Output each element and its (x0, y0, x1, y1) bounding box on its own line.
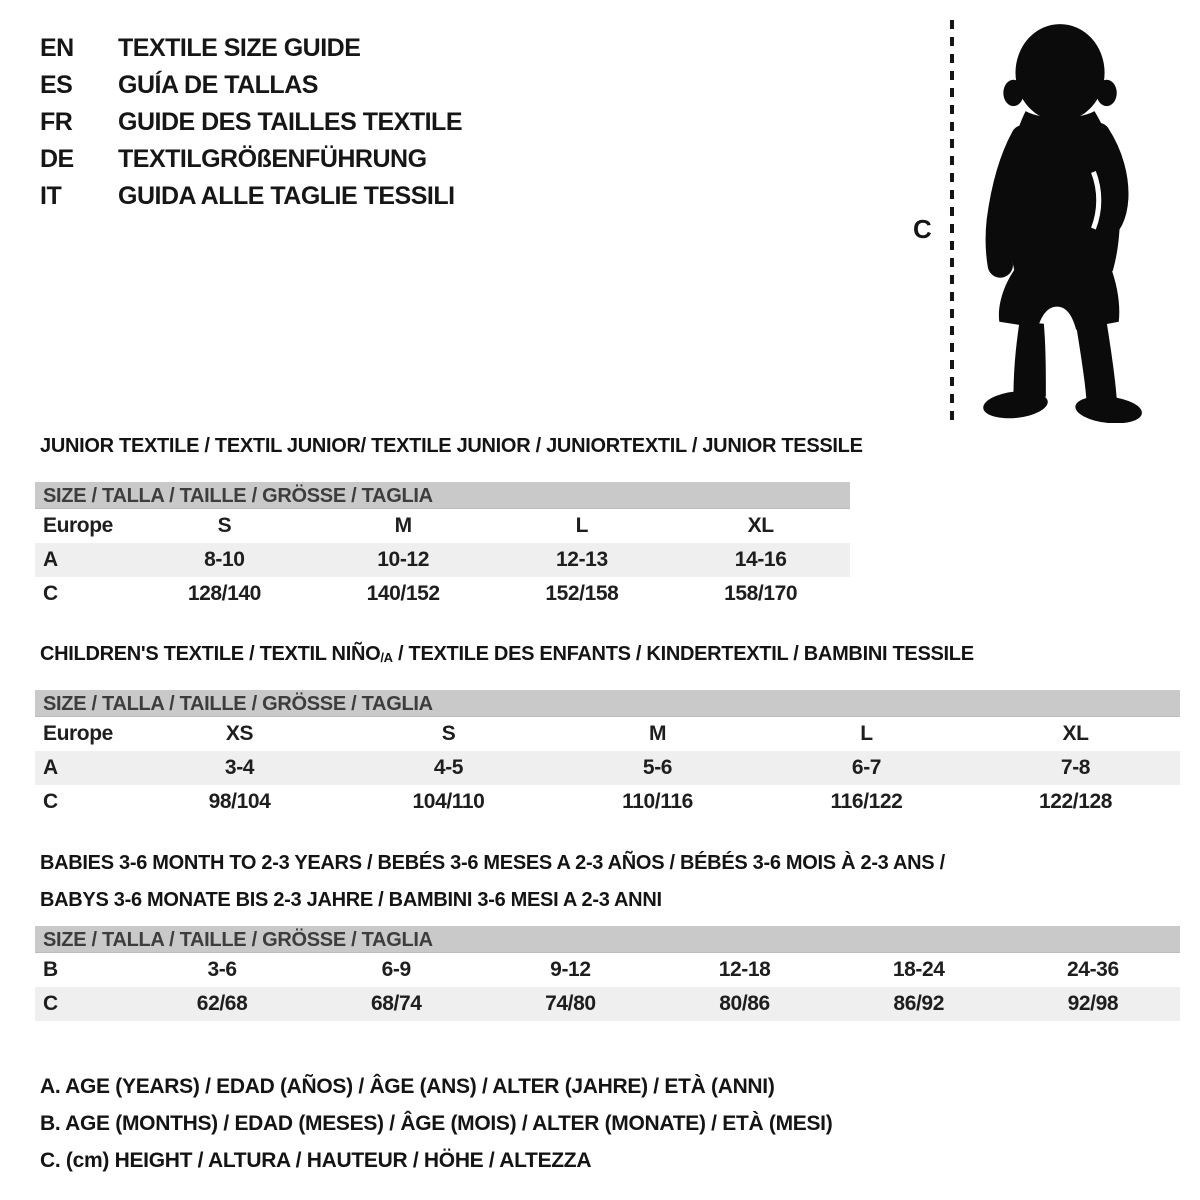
babies-section-title (40, 845, 1180, 919)
table-cell: XL (1062, 722, 1089, 745)
table-row (35, 717, 1180, 751)
table-cell: 24-36 (1067, 958, 1119, 981)
table-cell: 116/122 (830, 790, 903, 813)
junior-table (35, 509, 850, 611)
table-cell: 12-13 (556, 548, 608, 571)
row-label: Europe (43, 514, 113, 537)
language-title-list (40, 30, 462, 215)
table-cell: 122/128 (1038, 790, 1113, 813)
language-row-fr (40, 104, 462, 141)
legend-line-b: B. AGE (MONTHS) / EDAD (MESES) / ÂGE (MOIS) / ALTER (MONATE) / ETÀ (MESI) (40, 1112, 833, 1135)
children-title-part1: CHILDREN'S TEXTILE / TEXTIL NIÑO (40, 643, 381, 665)
row-label: B (43, 958, 58, 981)
table-cell: XL (747, 514, 774, 537)
table-cell: 98/104 (208, 790, 271, 813)
language-title: GUIDA ALLE TAGLIE TESSILI (118, 182, 455, 210)
language-code: ES (40, 71, 73, 99)
table-cell: 128/140 (187, 582, 261, 605)
language-row-en (40, 30, 462, 67)
language-code: IT (40, 182, 62, 210)
language-row-it (40, 178, 462, 215)
table-row (35, 543, 850, 577)
row-label: Europe (43, 722, 113, 745)
table-cell: L (575, 514, 589, 537)
table-cell: 110/116 (622, 790, 693, 813)
children-table (35, 717, 1180, 819)
table-cell: 6-7 (851, 756, 882, 779)
babies-title-line2: BABYS 3-6 MONATE BIS 2-3 JAHRE / BAMBINI 3-6 MESI A 2-3 ANNI (40, 889, 662, 911)
table-cell: 9-12 (550, 958, 591, 981)
legend-line-a: A. AGE (YEARS) / EDAD (AÑOS) / ÂGE (ANS) / ALTER (JAHRE) / ETÀ (ANNI) (40, 1075, 775, 1098)
table-cell: 5-6 (642, 756, 673, 779)
language-title: GUIDE DES TAILLES TEXTILE (118, 108, 463, 136)
language-row-de (40, 141, 462, 178)
table-cell: M (648, 722, 667, 745)
table-cell: 104/110 (412, 790, 485, 813)
table-cell: 80/86 (719, 992, 770, 1015)
babies-size-table (35, 926, 1180, 1021)
language-code: FR (40, 108, 73, 136)
table-cell: 10-12 (377, 548, 429, 571)
table-cell: 152/158 (545, 582, 619, 605)
junior-size-table (35, 482, 850, 611)
measure-c-label: C (913, 214, 932, 244)
row-label: C (43, 790, 58, 813)
table-row (35, 751, 1180, 785)
babies-title-line1: BABIES 3-6 MONTH TO 2-3 YEARS / BEBÉS 3-6 MESES A 2-3 AÑOS / BÉBÉS 3-6 MOIS À 2-3 ANS / (40, 852, 945, 874)
children-size-table (35, 690, 1180, 819)
table-cell: 4-5 (433, 756, 464, 779)
language-title: TEXTILGRÖßENFÜHRUNG (118, 145, 427, 173)
table-cell: 6-9 (381, 958, 411, 981)
table-cell: 12-18 (718, 958, 771, 981)
babies-table (35, 953, 1180, 1021)
row-label: C (43, 582, 58, 605)
table-cell: 74/80 (545, 992, 596, 1015)
children-section-title (40, 643, 974, 666)
junior-size-bar: SIZE / TALLA / TAILLE / GRÖSSE / TAGLIA (35, 482, 850, 509)
height-measure-dashed-line (950, 20, 954, 420)
language-title: GUÍA DE TALLAS (118, 71, 318, 99)
children-size-bar: SIZE / TALLA / TAILLE / GRÖSSE / TAGLIA (35, 690, 1180, 717)
language-code: EN (40, 34, 74, 62)
language-title: TEXTILE SIZE GUIDE (118, 34, 361, 62)
table-cell: 158/170 (724, 582, 798, 605)
table-cell: L (860, 722, 873, 745)
babies-size-bar: SIZE / TALLA / TAILLE / GRÖSSE / TAGLIA (35, 926, 1180, 953)
table-cell: 7-8 (1060, 756, 1091, 779)
table-cell: 18-24 (892, 958, 945, 981)
table-cell: S (217, 514, 232, 537)
language-code: DE (40, 145, 74, 173)
children-title-subscript: /A (380, 650, 393, 665)
table-cell: 68/74 (370, 992, 422, 1015)
table-cell: 3-4 (224, 756, 255, 779)
height-measure-figure (905, 18, 1170, 423)
toddler-silhouette-icon (967, 18, 1147, 423)
measure-legend (40, 1068, 832, 1179)
table-cell: 3-6 (207, 958, 237, 981)
table-cell: M (394, 514, 412, 537)
legend-line-c: C. (cm) HEIGHT / ALTURA / HAUTEUR / HÖHE / ALTEZZA (40, 1149, 592, 1172)
table-cell: 8-10 (204, 548, 245, 571)
table-cell: 86/92 (893, 992, 944, 1015)
children-title-part2: / TEXTILE DES ENFANTS / KINDERTEXTIL / BAMBINI TESSILE (392, 643, 974, 665)
table-row (35, 987, 1180, 1021)
table-row (35, 953, 1180, 987)
row-label: C (43, 992, 58, 1015)
language-row-es (40, 67, 462, 104)
table-row (35, 577, 850, 611)
table-cell: 14-16 (734, 548, 787, 571)
row-label: A (43, 548, 58, 571)
table-row (35, 785, 1180, 819)
table-cell: XS (225, 722, 254, 745)
table-cell: 92/98 (1067, 992, 1119, 1015)
table-cell: S (441, 722, 456, 745)
table-row (35, 509, 850, 543)
table-cell: 140/152 (366, 582, 440, 605)
table-cell: 62/68 (196, 992, 248, 1015)
row-label: A (43, 756, 58, 779)
junior-section-title: JUNIOR TEXTILE / TEXTIL JUNIOR/ TEXTILE JUNIOR / JUNIORTEXTIL / JUNIOR TESSILE (40, 435, 863, 457)
